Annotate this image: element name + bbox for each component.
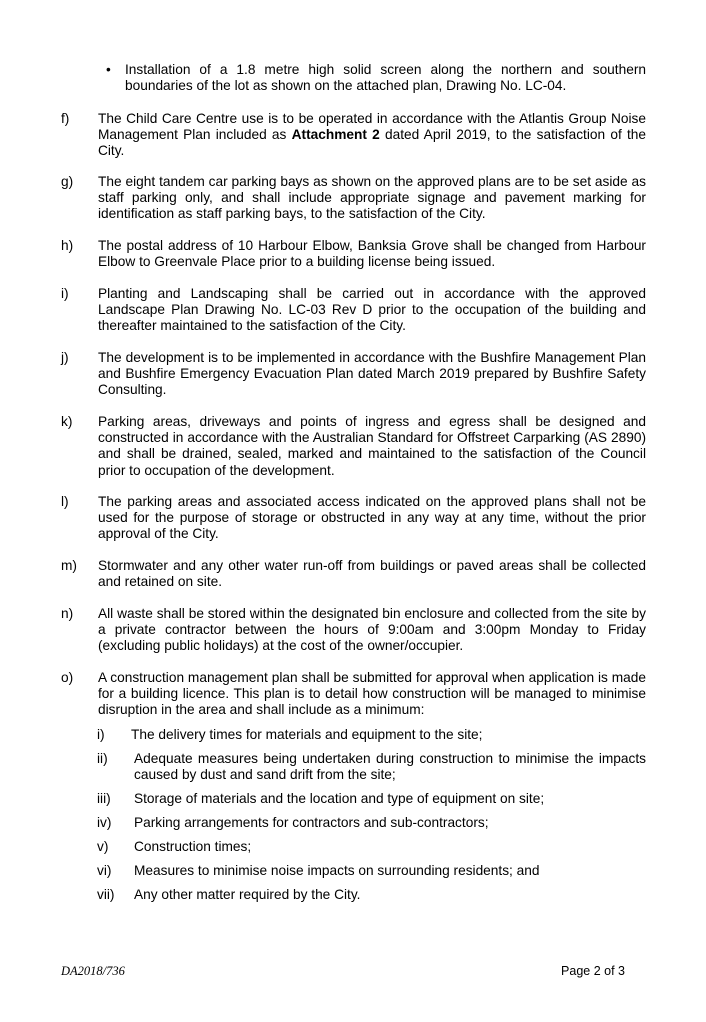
- sub-item-text: Any other matter required by the City.: [134, 887, 361, 902]
- condition-o: [61, 670, 646, 719]
- condition-j: [61, 350, 646, 399]
- sub-item-text: Parking arrangements for contractors and sub-contractors;: [134, 815, 489, 830]
- attachment-reference: Attachment 2: [291, 127, 380, 143]
- condition-label: h): [61, 238, 74, 253]
- condition-h: [61, 238, 646, 270]
- condition-text: The postal address of 10 Harbour Elbow, Banksia Grove shall be changed from Harbour Elbow to Greenvale Place prior to a building license being issued.: [98, 238, 646, 270]
- condition-label: k): [61, 414, 73, 429]
- sub-item-i: [97, 727, 646, 743]
- condition-text-part: dated April 2019, to the satisfaction of the City.: [98, 127, 646, 159]
- sub-item-text: Adequate measures being undertaken during construction to minimise the impacts caused by dust and sand drift from the site;: [134, 751, 646, 783]
- condition-text: Stormwater and any other water run-off from buildings or paved areas shall be collected and retained on site.: [98, 558, 646, 590]
- sub-item-vi: [97, 863, 646, 879]
- condition-n: [61, 606, 646, 655]
- bullet-icon: •: [106, 62, 111, 77]
- document-reference: DA2018/736: [61, 964, 125, 978]
- sub-item-vii: [97, 887, 646, 903]
- condition-label: n): [61, 606, 74, 621]
- sub-item-label: iii): [97, 791, 111, 806]
- sub-item-label: i): [97, 727, 105, 742]
- condition-text: All waste shall be stored within the designated bin enclosure and collected from the site by a private contractor between the hours of 9:00am and 3:00pm Monday to Friday (excluding public holidays) at the cost of the owner/occupier.: [98, 606, 646, 654]
- condition-text: [98, 111, 646, 160]
- sub-item-text: Construction times;: [134, 839, 252, 854]
- condition-text: Parking areas, driveways and points of ingress and egress shall be designed and constructed in accordance with the Australian Standard for Offstreet Carparking (AS 2890) and shall be drained, sealed, marked and maintained to the satisfaction of the Council prior to occupation of the development.: [98, 414, 646, 478]
- condition-f: [61, 111, 646, 160]
- condition-label: m): [61, 558, 77, 573]
- condition-text-part: The Child Care Centre use is to be operated in accordance with the Atlantis Group Noise Management Plan included as: [98, 111, 646, 143]
- condition-text: A construction management plan shall be submitted for approval when application is made for a building licence. This plan is to detail how construction will be managed to minimise disruption in the area and shall include as a minimum:: [98, 670, 646, 718]
- sub-item-text: Measures to minimise noise impacts on surrounding residents; and: [134, 863, 540, 878]
- sub-item-label: v): [97, 839, 109, 854]
- condition-label: f): [61, 111, 70, 126]
- condition-text: The parking areas and associated access indicated on the approved plans shall not be used for the purpose of storage or obstructed in any way at any time, without the prior approval of the City.: [98, 494, 646, 542]
- sub-item-label: vii): [97, 887, 115, 902]
- condition-text: The eight tandem car parking bays as shown on the approved plans are to be set aside as staff parking only, and shall include appropriate signage and pavement marking for identification as staff parking bays, to the satisfaction of the City.: [98, 174, 646, 222]
- condition-label: l): [61, 494, 69, 509]
- condition-label: o): [61, 670, 74, 685]
- sub-item-v: [97, 839, 646, 855]
- sub-item-text: The delivery times for materials and equipment to the site;: [131, 727, 483, 742]
- intro-bullet-item: [106, 62, 646, 94]
- intro-bullet-text: Installation of a 1.8 metre high solid screen along the northern and southern boundaries of the lot as shown on the attached plan, Drawing No. LC-04.: [125, 62, 646, 94]
- sub-item-ii: [97, 751, 646, 783]
- sub-item-label: vi): [97, 863, 112, 878]
- sub-item-label: ii): [97, 751, 108, 766]
- condition-k: [61, 414, 646, 479]
- sub-item-text: Storage of materials and the location and type of equipment on site;: [134, 791, 545, 806]
- condition-i: [61, 286, 646, 335]
- condition-text: The development is to be implemented in accordance with the Bushfire Management Plan and Bushfire Emergency Evacuation Plan dated March 2019 prepared by Bushfire Safety Consulting.: [98, 350, 646, 398]
- sub-item-label: iv): [97, 815, 112, 830]
- condition-l: [61, 494, 646, 543]
- sub-item-iii: [97, 791, 646, 807]
- condition-text: Planting and Landscaping shall be carried out in accordance with the approved Landscape Plan Drawing No. LC-03 Rev D prior to the occupation of the building and thereafter maintained to the satisfaction of the City.: [98, 286, 646, 334]
- condition-m: [61, 558, 646, 590]
- sub-item-iv: [97, 815, 646, 831]
- condition-label: g): [61, 174, 74, 189]
- condition-label: j): [61, 350, 69, 365]
- condition-label: i): [61, 286, 69, 301]
- condition-g: [61, 174, 646, 223]
- page-number: Page 2 of 3: [561, 964, 625, 978]
